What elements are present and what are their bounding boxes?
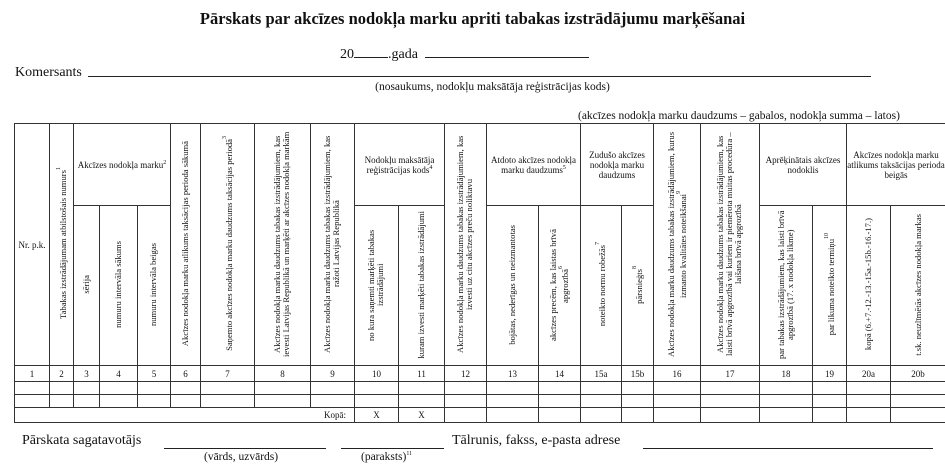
col-4-header: numuru intervāla sākums	[100, 206, 138, 366]
column-number: 9	[311, 366, 355, 382]
col-14-header: akcīzes precēm, kas laistas brīvā apgrozībā$^6$	[539, 206, 581, 366]
column-number: 20a	[847, 366, 891, 382]
col-3-header: sērija	[74, 206, 100, 366]
table-cell[interactable]	[760, 382, 813, 395]
table-cell[interactable]	[813, 382, 847, 395]
table-cell[interactable]	[847, 395, 891, 408]
table-cell[interactable]	[355, 395, 399, 408]
year-suffix: .gada	[388, 47, 418, 62]
table-cell[interactable]	[813, 395, 847, 408]
table-cell[interactable]	[539, 408, 581, 423]
table-cell[interactable]	[622, 382, 654, 395]
table-row	[15, 395, 945, 408]
column-number: 7	[201, 366, 255, 382]
column-number: 18	[760, 366, 813, 382]
group-tax-header: Nodokļu maksātāja reģistrācijas kods$^4$	[355, 124, 445, 206]
signature-input-line[interactable]	[341, 448, 444, 449]
signature-caption: (paraksts)$^{11}$	[361, 451, 413, 463]
col-15b-header: pārsnieģts$^8$	[622, 206, 654, 366]
column-number: 2	[50, 366, 74, 382]
col-11-header: kuram izvesti marķēti tabakas izstrādājumi	[399, 206, 445, 366]
column-number-row	[15, 366, 945, 382]
report-title: Pārskats par akcīzes nodokļa marku apriti tabakas izstrādājumu marķēšanai	[199, 9, 746, 28]
table-cell[interactable]	[487, 408, 539, 423]
table-cell[interactable]	[847, 382, 891, 395]
preparer-label: Pārskata sagatavotājs	[22, 433, 142, 448]
group-calc-header: Aprēķinātais akcīzes nodoklis	[760, 124, 847, 206]
column-number: 17	[701, 366, 760, 382]
column-number: 12	[445, 366, 487, 382]
table-cell[interactable]	[399, 395, 445, 408]
table-cell[interactable]	[581, 395, 622, 408]
merchant-input-line[interactable]	[88, 76, 871, 77]
col-15a-header: noteikto normu robežās$^7$	[581, 206, 622, 366]
table-cell[interactable]	[760, 395, 813, 408]
table-cell[interactable]	[100, 395, 138, 408]
contact-input-line[interactable]	[643, 448, 933, 449]
table-cell[interactable]	[74, 382, 100, 395]
table-cell[interactable]	[654, 382, 701, 395]
group-balance-header: Akcīzes nodokļa marku atlikums taksācijas perioda beigās	[847, 124, 945, 206]
column-number: 16	[654, 366, 701, 382]
x-mark: X	[399, 408, 445, 423]
column-number: 3	[74, 366, 100, 382]
col-8-header: Akcīzes nodokļa marku daudzums tabakas izstrādājumiem, kas ievesti Latvijas Republikā un marķēti ar akcīzes nodokļa markām	[255, 124, 311, 366]
column-number: 8	[255, 366, 311, 382]
col-5-header: numuru intervāla beigas	[138, 206, 171, 366]
table-cell[interactable]	[445, 408, 487, 423]
column-number: 15a	[581, 366, 622, 382]
table-cell[interactable]	[622, 395, 654, 408]
table-cell[interactable]	[311, 382, 355, 395]
col-16-header: Akcīzes nodokļa marku daudzums tabakas izstrādājumiem, kurus izmanto kvalitātes noteikšanai$^9$	[654, 124, 701, 366]
col-19-header: par likuma noteikto termiņu$^{10}$	[813, 206, 847, 366]
table-cell[interactable]	[487, 382, 539, 395]
table-cell[interactable]	[581, 382, 622, 395]
table-cell[interactable]	[255, 382, 311, 395]
report-date	[340, 44, 589, 63]
table-cell[interactable]	[539, 395, 581, 408]
column-number: 14	[539, 366, 581, 382]
merchant-label: Komersants	[15, 65, 82, 80]
table-cell[interactable]	[539, 382, 581, 395]
table-cell[interactable]	[15, 382, 50, 395]
table-cell[interactable]	[701, 408, 760, 423]
table-cell[interactable]	[171, 395, 201, 408]
table-cell[interactable]	[847, 408, 891, 423]
col-20a-header: kopā (6.+7.-12.-13.-15a.-15b.-16.-17.)	[847, 206, 891, 366]
units-note: (akcīzes nodokļa marku daudzums – gabalos, nodokļa summa – latos)	[578, 110, 900, 122]
table-cell[interactable]	[654, 395, 701, 408]
col-9-header: Akcīzes nodokļa marku daudzums tabakas izstrādājumiem, kas ražoti Latvijas Republikā	[311, 124, 355, 366]
contact-label: Tālrunis, fakss, e-pasta adrese	[452, 433, 621, 448]
group-marks-header: Akcīzes nodokļa marku$^2$	[74, 124, 171, 206]
table-cell[interactable]	[760, 408, 813, 423]
table-cell[interactable]	[201, 382, 255, 395]
col-10-header: no kura saņemti marķēti tabakas izstrādājumi	[355, 206, 399, 366]
col-18-header: par tabakas izstrādājumiem, kas laisti brīvā apgrozībā (17. x nodokļa likme)	[760, 206, 813, 366]
group-returned-header: Atdoto akcīzes nodokļa marku daudzums$^5$	[487, 124, 581, 206]
table-cell[interactable]	[50, 382, 74, 395]
table-cell[interactable]	[654, 408, 701, 423]
table-cell[interactable]	[891, 382, 945, 395]
col-nr-header: Nr. p.k.	[15, 124, 50, 366]
table-cell[interactable]	[701, 395, 760, 408]
table-cell[interactable]	[138, 382, 171, 395]
col-2-header: Tabakas izstrādājumam atbilstošais numurs$^1$	[50, 124, 74, 366]
x-mark: X	[355, 408, 399, 423]
name-input-line[interactable]	[164, 448, 326, 449]
year-prefix: 20	[340, 47, 354, 62]
table-cell[interactable]	[50, 395, 74, 408]
table-cell[interactable]	[100, 382, 138, 395]
table-cell[interactable]	[311, 395, 355, 408]
table-cell[interactable]	[138, 395, 171, 408]
column-number: 13	[487, 366, 539, 382]
total-label: Kopā:	[15, 408, 355, 423]
name-caption: (vārds, uzvārds)	[204, 451, 279, 463]
column-number: 11	[399, 366, 445, 382]
column-number: 20b	[891, 366, 945, 382]
table-cell[interactable]	[622, 408, 654, 423]
date-input-line[interactable]	[425, 44, 589, 58]
report-table	[14, 123, 945, 423]
table-cell[interactable]	[74, 395, 100, 408]
table-cell[interactable]	[255, 395, 311, 408]
column-number: 1	[15, 366, 50, 382]
table-cell[interactable]	[581, 408, 622, 423]
table-cell[interactable]	[399, 382, 445, 395]
table-cell[interactable]	[201, 395, 255, 408]
column-number: 19	[813, 366, 847, 382]
table-cell[interactable]	[171, 382, 201, 395]
table-cell[interactable]	[891, 395, 945, 408]
table-row	[15, 382, 945, 395]
column-number: 5	[138, 366, 171, 382]
col-13-header: bojātas, nederīgas un neizmantotas	[487, 206, 539, 366]
table-cell[interactable]	[701, 382, 760, 395]
table-cell[interactable]	[813, 408, 847, 423]
group-lost-header: Zudušo akcīzes nodokļa marku daudzums	[581, 124, 654, 206]
col-20b-header: t.sk. neuzlīmētās akcīzes nodokļa markas	[891, 206, 945, 366]
column-number: 10	[355, 366, 399, 382]
table-cell[interactable]	[487, 395, 539, 408]
total-row	[15, 408, 945, 423]
col-7-header: Saņemto akcīzes nodokļa marku daudzums taksācijas periodā$^3$	[201, 124, 255, 366]
table-cell[interactable]	[355, 382, 399, 395]
column-number: 15b	[622, 366, 654, 382]
table-cell[interactable]	[445, 395, 487, 408]
col-17-header: Akcīzes nodokļa marku daudzums tabakas izstrādājumiem, kas laisti brīvā apgrozībā vai kuriem ir piemērota muitas procedūra – laišana brīvā apgrozībā	[701, 124, 760, 366]
table-cell[interactable]	[891, 408, 945, 423]
year-input-line[interactable]	[354, 44, 388, 58]
merchant-caption: (nosaukums, nodokļu maksātāja reģistrācijas kods)	[375, 81, 610, 93]
col-12-header: Akcīzes nodokļa marku daudzums tabakas izstrādājumiem, kas izvesti uz citu akcīzes preču noliktavu	[445, 124, 487, 366]
col-6-header: Akcīzes nodokļa marku atlikums taksācijas perioda sākumā	[171, 124, 201, 366]
table-cell[interactable]	[445, 382, 487, 395]
column-number: 6	[171, 366, 201, 382]
column-number: 4	[100, 366, 138, 382]
table-cell[interactable]	[15, 395, 50, 408]
